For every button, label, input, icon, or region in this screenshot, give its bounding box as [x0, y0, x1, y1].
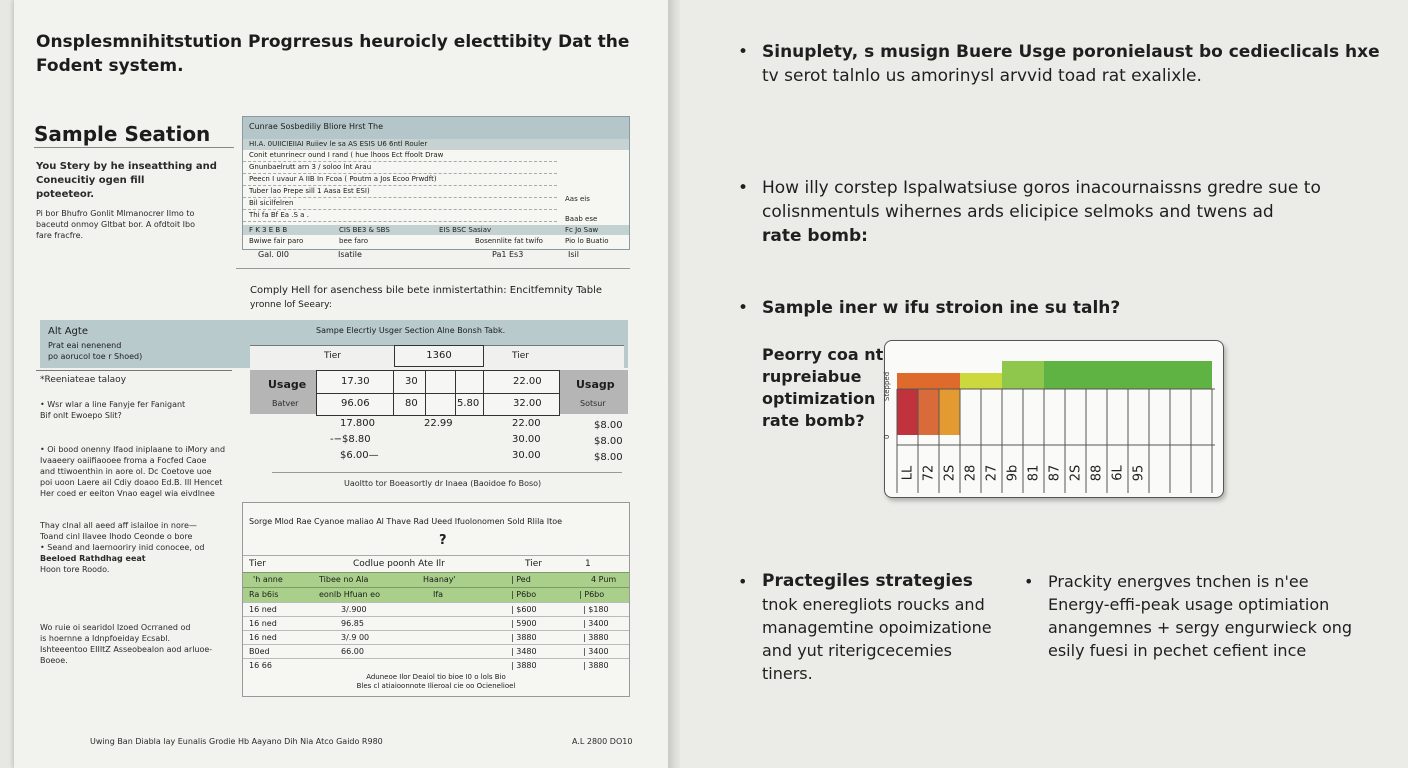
note	[40, 444, 236, 499]
divider	[236, 268, 630, 269]
chart-label-line: Peorry coa nt	[762, 345, 884, 364]
bullet-dot: •	[1024, 572, 1034, 591]
rate-table-a	[242, 116, 630, 250]
bullet-line: rate bomb:	[762, 226, 868, 246]
table-b-sublabel	[48, 340, 142, 362]
value-cell: $6.00—	[340, 450, 379, 461]
table-c-header-row	[243, 555, 629, 572]
cell: 'h anne	[253, 575, 283, 584]
note-line: Thay clnal all aeed aff islailoe in nore—	[40, 521, 197, 530]
x-tick-label: 27	[984, 464, 1000, 482]
table-b-footnote: Uaoltto tor Boeasortly dr Inaea (Baoidoe fo Boso)	[344, 479, 542, 488]
usage-left-label: Usage	[268, 378, 307, 391]
note	[40, 622, 236, 666]
table-a-side-value: Aas eis	[565, 195, 590, 203]
x-tick-label: 6L	[1110, 465, 1126, 481]
cell: Haanay'	[423, 575, 456, 584]
energy-line: Prackity energves tnchen is n'ee	[1048, 572, 1309, 591]
cell: Ra b6is	[249, 590, 279, 599]
cell: Ifa	[433, 590, 444, 599]
note	[40, 399, 236, 421]
cell: B0ed	[249, 647, 270, 656]
table-c-question: ?	[439, 533, 447, 548]
grid-cell: 5.80	[457, 398, 480, 409]
cell: | $600	[511, 605, 537, 614]
bullet-dot: •	[738, 42, 749, 62]
intro-body-line: Pi bor Bhufro Gonlit Mlmanocrer Ilmo to	[36, 209, 195, 218]
table-row	[243, 630, 629, 645]
footer-cell: bee faro	[339, 237, 369, 245]
footer-cell: Pio lo Buatio	[565, 237, 609, 245]
header-cell: Tier	[249, 559, 266, 569]
band-segment	[1002, 361, 1044, 389]
note-line: and ttiwoenthin in aore ol. Dc Coetove uoe	[40, 467, 212, 476]
header-cell: 1	[585, 559, 591, 569]
band-segment	[897, 373, 960, 389]
note-line: • Wsr wlar a line Fanyje fer Fanigant	[40, 400, 186, 409]
usage-right-label: Usagp	[576, 378, 615, 391]
note-line: Beeloed Rathdhag eeat	[40, 554, 146, 563]
table-a-band: HI.A. 0UIICIEIIAI Ruiiev le sa AS ESIS U6 6ntl Rouler	[243, 139, 629, 150]
rate-block	[897, 389, 918, 435]
note-line: Boeoe.	[40, 656, 68, 665]
rate-block	[939, 389, 960, 435]
table-a-header: Cunrae Sosbediliy Bliore Hrst The	[243, 117, 629, 139]
table-row: Conit etunrinecr ound I rand ( hue lhoos Ect ffoolt Draw	[243, 150, 557, 162]
table-c-footer	[243, 673, 629, 691]
table-a-bottom	[242, 250, 628, 264]
bullet-dot: •	[738, 178, 749, 198]
rates-right-label: Sotsur	[580, 399, 606, 408]
grid-cell: 30	[405, 376, 418, 387]
note-line: poi uoon Laere ail Cdiy doaoo Ed.B. Ill Hencet	[40, 478, 223, 487]
x-tick-label: 95	[1131, 464, 1147, 482]
table-c-caption: Sorge Mlod Rae Cyanoe maliao Al Thave Rad Ueed Ifuolonomen Sold Rlila Itoe	[249, 517, 563, 526]
value-cell: 30.00	[512, 434, 541, 445]
cell: | Ped	[511, 575, 531, 584]
note-line: Ishteeentoo EIIItZ Asseobealon aod arluoe-	[40, 645, 213, 654]
table-a-band-2	[243, 225, 629, 235]
bottom-cell: Isil	[568, 250, 579, 259]
x-tick-label: 87	[1047, 464, 1063, 482]
page-gutter	[668, 0, 680, 768]
cell: | 3480	[511, 647, 537, 656]
grid-cell: 96.06	[341, 398, 370, 409]
bullet-item	[738, 296, 1382, 320]
strategies-line: and yut riterigcecemies	[762, 641, 952, 660]
page-footer-left: Uwing Ban Diabla lay Eunalis Grodie Hb Aayano Dih Nia Atco Gaido R980	[90, 737, 383, 746]
intro-heading	[36, 160, 236, 202]
cell: 16 ned	[249, 605, 277, 614]
grid-cell: 17.30	[341, 376, 370, 387]
intro-heading-line: poteeteor.	[36, 189, 95, 200]
cell: 16 ned	[249, 633, 277, 642]
cell: | 3880	[511, 661, 537, 670]
chart-label-line: optimization	[762, 389, 876, 408]
chart-label-line: rupreiabue	[762, 367, 862, 386]
grid-cell: 80	[405, 398, 418, 409]
value-cell: 22.00	[512, 418, 541, 429]
note-line: is hoernne a Idnpfoeiday Ecsabl.	[40, 634, 171, 643]
bullet-line: How illy corstep Ispalwatsiuse goros inacournaissns gredre sue to	[762, 178, 1321, 198]
cell: | P6bo	[579, 590, 605, 599]
note-line: Ivaaeery oaiifiaooee froma a Focfed Caoe	[40, 456, 207, 465]
cell: 3/.9 00	[341, 633, 370, 642]
document-title: Onsplesmnihitstution Progrresus heuroicly electtibity Dat the Fodent system.	[36, 32, 630, 76]
x-tick-label: 9b	[1005, 464, 1021, 482]
x-tick-label: 72	[921, 464, 937, 482]
section-title: Sample Seation	[34, 122, 211, 146]
strategies-line: managemtine opoimizatione	[762, 618, 992, 637]
table-a-footer	[243, 235, 629, 247]
table-b-label: Alt Agte	[48, 326, 88, 337]
x-tick-label: 2S	[1068, 464, 1084, 482]
value-cell: -−$8.80	[330, 434, 371, 445]
divider	[36, 370, 232, 371]
strategies-heading: Practegiles strategies	[762, 571, 973, 591]
cell: | 3880	[583, 633, 609, 642]
grid-cell: 22.00	[513, 376, 542, 387]
x-tick-label: 81	[1026, 464, 1042, 482]
bullet-line: Sinuplety, s musign Buere Usge poronielaust bo cedieclicals hxe	[762, 42, 1380, 62]
footer-cell: Bwiwe fair paro	[249, 237, 304, 245]
note: *Reeniateae talaoy	[40, 375, 127, 385]
band-cell: Fc Jo Saw	[565, 226, 599, 234]
cell: 4 Pum	[591, 575, 617, 584]
energy-line: anangemnes + sergy engurwieck ong	[1048, 618, 1353, 637]
cell: | 3400	[583, 647, 609, 656]
intro-heading-line: Coneucitiy ogen fill	[36, 175, 145, 186]
cell: | 5900	[511, 619, 537, 628]
cell: | $180	[583, 605, 609, 614]
note-line: Hoon tore Roodo.	[40, 565, 110, 574]
cell: | 3400	[583, 619, 609, 628]
bullet-item	[738, 40, 1382, 88]
tier-value-box: 1360	[394, 345, 484, 367]
bottom-cell: Pa1 Es3	[492, 250, 524, 259]
rate-chart	[885, 341, 1223, 497]
band-segment	[1044, 361, 1212, 389]
cell: 16 ned	[249, 619, 277, 628]
cell: | 3880	[511, 633, 537, 642]
cell: 96.85	[341, 619, 364, 628]
header-cell: Codlue poonh Ate Ilr	[353, 559, 445, 569]
strategies-column	[738, 570, 1012, 685]
strategies-line: tnok eneregliots roucks and	[762, 595, 985, 614]
cell: 16 66	[249, 661, 272, 670]
table-row: Peecn I uvaur A IIB In Fcoa ( Poutm a Jos Ecoo Prwdft)	[243, 174, 557, 186]
chart-label-line: rate bomb?	[762, 411, 865, 430]
value-cell: 17.800	[340, 418, 375, 429]
band-cell: EIS BSC Sasiav	[439, 226, 492, 234]
x-tick-label: LL	[900, 465, 916, 481]
table-row: Tuber lao Prepe sill 1 Aasa Est ESI)	[243, 186, 557, 198]
caption-line: Comply Hell for asenchess bile bete inmistertathin: Encitfemnity Table	[250, 285, 603, 296]
energy-line: Energy-effi-peak usage optimiation	[1048, 595, 1330, 614]
grid-cell: 32.00	[513, 398, 542, 409]
note-line: • Seand and Iaernooriry inid conocee, od	[40, 543, 205, 552]
note-line: Her coed er eeiton Vnao eagel wia eivdlnee	[40, 489, 215, 498]
sublabel-line: po aorucol toe r Shoed)	[48, 352, 143, 361]
note-line: Bif onlt Ewoepo Slit?	[40, 411, 122, 420]
bullet-item	[738, 176, 1382, 248]
intro-heading-line: You Stery by he inseatthing and	[36, 161, 217, 172]
footer-line: Aduneoe Ilor Deaiol tio bioe I0 o lols Bio	[366, 673, 506, 681]
band-cell: CIS BE3 & SBS	[339, 226, 390, 234]
rates-left-label: Batver	[272, 399, 299, 408]
intro-body	[36, 208, 236, 241]
bullet-dot: •	[738, 298, 749, 318]
chart-label	[762, 344, 883, 432]
table-caption	[250, 284, 630, 312]
cell: eonlb Hfuan eo	[319, 590, 380, 599]
cell: | P6bo	[511, 590, 537, 599]
footer-cell: Bosennlite fat twifo	[475, 237, 543, 245]
energy-line: esily fuesi in pechet cefient ince	[1048, 641, 1307, 660]
bullet-line: Sample iner w ifu stroion ine su talh?	[762, 298, 1121, 318]
table-row: Gnunbaelrutt arn 3 / soloo lnt Arau	[243, 162, 557, 174]
bottom-cell: Gal. 0I0	[258, 250, 289, 259]
energy-column	[1024, 570, 1388, 662]
y-tick-label: Stepped	[883, 371, 891, 401]
bullet-line: colisnmentuls wihernes ards elicipice selmoks and twens ad	[762, 202, 1274, 222]
table-row	[243, 572, 629, 587]
table-row	[243, 602, 629, 617]
y-tick-label: 0	[883, 434, 891, 439]
band-segment	[960, 373, 1002, 389]
value-cell: 30.00	[512, 450, 541, 461]
x-tick-label: 88	[1089, 464, 1105, 482]
cell: 66.00	[341, 647, 364, 656]
bottom-cell: Isatile	[338, 250, 362, 259]
table-b-title: Sampe Elecrtiy Usger Section Alne Bonsh Tabk.	[316, 326, 506, 335]
divider	[272, 472, 622, 473]
bullet-dot: •	[738, 572, 748, 591]
page-footer-right: A.L 2800 DO10	[572, 737, 633, 746]
caption-line: yronne lof Seeary:	[250, 300, 332, 310]
tier-label: Tier	[324, 351, 341, 361]
usage-grid	[316, 370, 560, 416]
note-line: • Oi bood onenny Ifaod iniplaane to iMory and	[40, 445, 226, 454]
note-line: Toand cinl Ilavee Ihodo Ceonde o bore	[40, 532, 193, 541]
strategies-line: tiners.	[762, 664, 813, 683]
value-cell: 22.99	[424, 418, 453, 429]
note	[40, 520, 236, 575]
x-tick-label: 28	[963, 464, 979, 482]
x-tick-label: 2S	[942, 464, 958, 482]
section-rule	[34, 147, 234, 148]
cell: 3/.900	[341, 605, 367, 614]
table-row	[243, 616, 629, 631]
note-line: Wo ruie oi searidol Izoed Ocrraned od	[40, 623, 191, 632]
table-row: Thi fa Bf Ea .S a .	[243, 210, 557, 222]
bullet-line: tv serot talnlo us amorinysl arvvid toad rat exalixle.	[762, 66, 1202, 86]
intro-body-line: fare fracfre.	[36, 231, 84, 240]
value-cell: $8.00	[594, 420, 623, 431]
rate-table-c	[242, 502, 630, 697]
value-cell: $8.00	[594, 452, 623, 463]
cell: | 3880	[583, 661, 609, 670]
table-row: Bil sicilfelren	[243, 198, 557, 210]
header-cell: Tier	[525, 559, 542, 569]
table-row	[243, 658, 629, 673]
footer-line: Bles cl atiaioonnote Ilieroal cie oo Ocienelioel	[356, 682, 516, 690]
sublabel-line: Prat eai nenenend	[48, 341, 122, 350]
intro-body-line: baceutd onmoy Gltbat bor. A ofdtoit Ibo	[36, 220, 195, 229]
table-row	[243, 644, 629, 659]
table-a-side-value: Baab ese	[565, 215, 598, 223]
band-cell: F K 3 E B B	[249, 226, 288, 234]
value-cell: $8.00	[594, 436, 623, 447]
rate-chart-card	[884, 340, 1224, 498]
cell: Tibee no Ala	[319, 575, 369, 584]
tier-label: Tier	[512, 351, 529, 361]
table-row	[243, 587, 629, 602]
rate-block	[918, 389, 939, 435]
